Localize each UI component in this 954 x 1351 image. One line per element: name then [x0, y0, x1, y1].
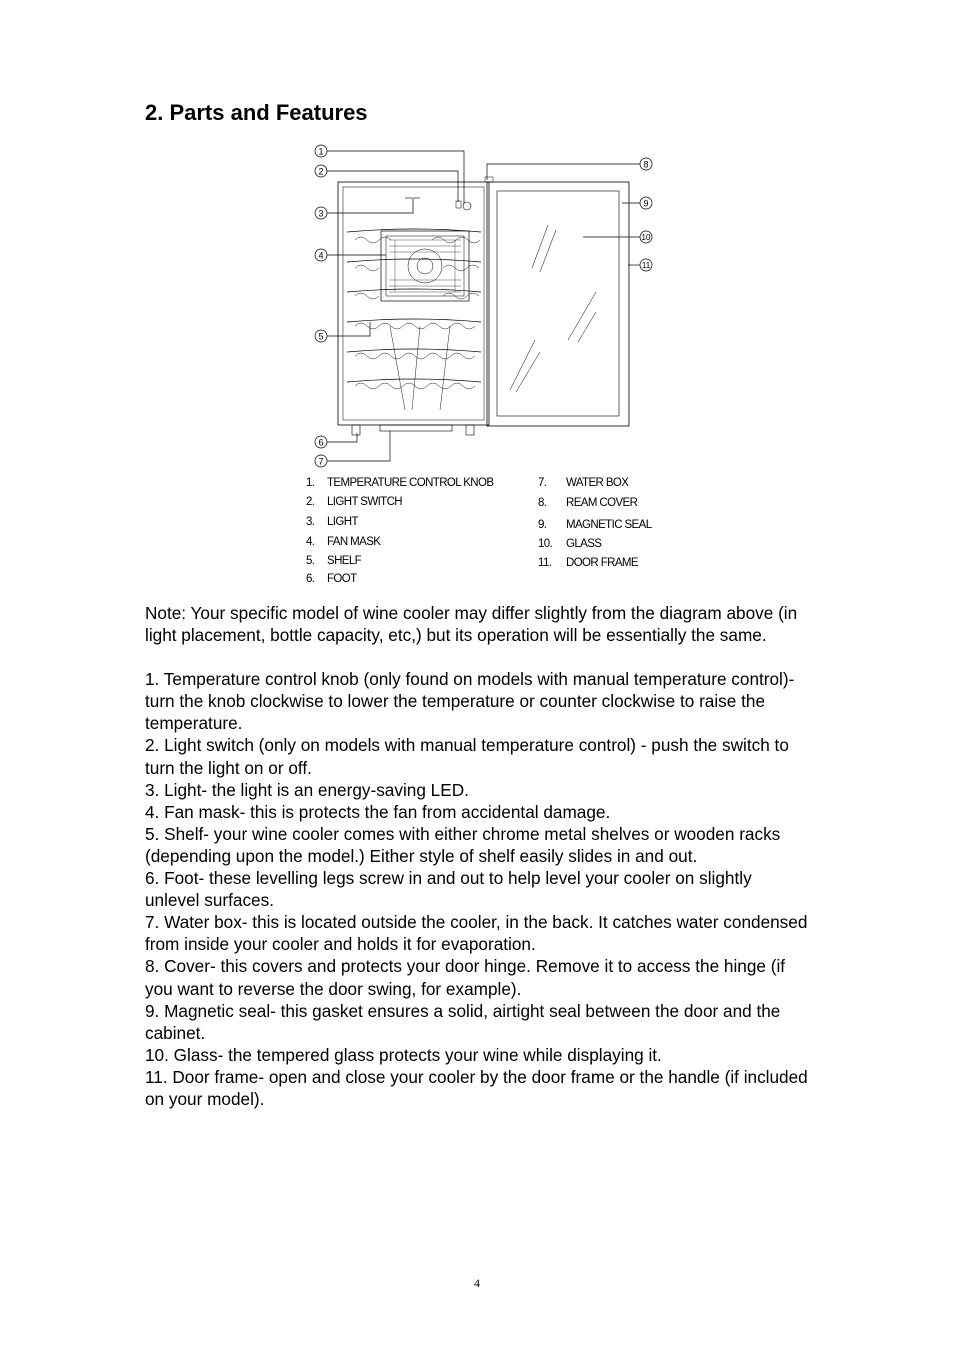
description-item: 7. Water box- this is located outside the cooler, in the back. It catches water condensed from inside your cooler and holds it for evaporation. [145, 912, 808, 955]
door-frame [487, 182, 629, 426]
description-item: 9. Magnetic seal- this gasket ensures a solid, airtight seal between the door and the cabinet. [145, 1000, 781, 1043]
description-item: 6. Foot- these levelling legs screw in and out to help level your cooler on slightly unlevel surfaces. [145, 868, 752, 911]
description-item: 3. Light- the light is an energy-saving LED. [145, 779, 469, 800]
callout-4: 4 [318, 250, 324, 261]
description-item: 4. Fan mask- this is protects the fan from accidental damage. [145, 801, 611, 822]
description-item: 1. Temperature control knob (only found on models with manual temperature control)- turn the knob clockwise to lower the temperature or counter clockwise to raise the temperature. [145, 669, 795, 734]
page-number: 4 [474, 1276, 480, 1290]
description-item: 2. Light switch (only on models with manual temperature control) - push the switch to turn the light on or off. [145, 735, 789, 778]
callout-9: 9 [643, 198, 649, 209]
callout-2: 2 [318, 166, 324, 177]
description-item: 5. Shelf- your wine cooler comes with either chrome metal shelves or wooden racks (depending upon the model.) Either style of shelf easily slides in and out. [145, 823, 781, 866]
note-paragraph: Note: Your specific model of wine cooler may differ slightly from the diagram above (in light placement, bottle capacity, etc,) but its operation will be essentially the same. [145, 603, 798, 646]
wine-cooler-diagram [300, 138, 670, 473]
callout-11: 11 [641, 261, 651, 270]
legend-right: 7. WATER BOX 8. REAM COVER 9. MAGNETIC SEAL 10. GLASS 11. DOOR FRAME [538, 477, 652, 569]
description-item: 11. Door frame- open and close your cooler by the door frame or the handle (if included on your model). [145, 1066, 808, 1109]
cabinet-inner [343, 187, 484, 420]
callout-1: 1 [318, 146, 324, 157]
legend-left: 1. TEMPERATURE CONTROL KNOB 2. LIGHT SWITCH 3. LIGHT 4. FAN MASK 5. SHELF 6. FOOT [306, 477, 494, 585]
page-title: 2. Parts and Features [145, 100, 368, 125]
door-glass [497, 191, 619, 416]
description-item: 8. Cover- this covers and protects your door hinge. Remove it to access the hinge (if you want to reverse the door swing, for example). [145, 956, 786, 999]
body-text [145, 602, 810, 1110]
paragraph-spacer [145, 646, 810, 668]
callout-8: 8 [643, 159, 649, 170]
callout-10: 10 [641, 233, 651, 242]
callout-7: 7 [318, 456, 324, 467]
callout-3: 3 [318, 208, 324, 219]
description-item: 10. Glass- the tempered glass protects your wine while displaying it. [145, 1044, 662, 1065]
callout-5: 5 [318, 331, 324, 342]
callout-6: 6 [318, 437, 324, 448]
